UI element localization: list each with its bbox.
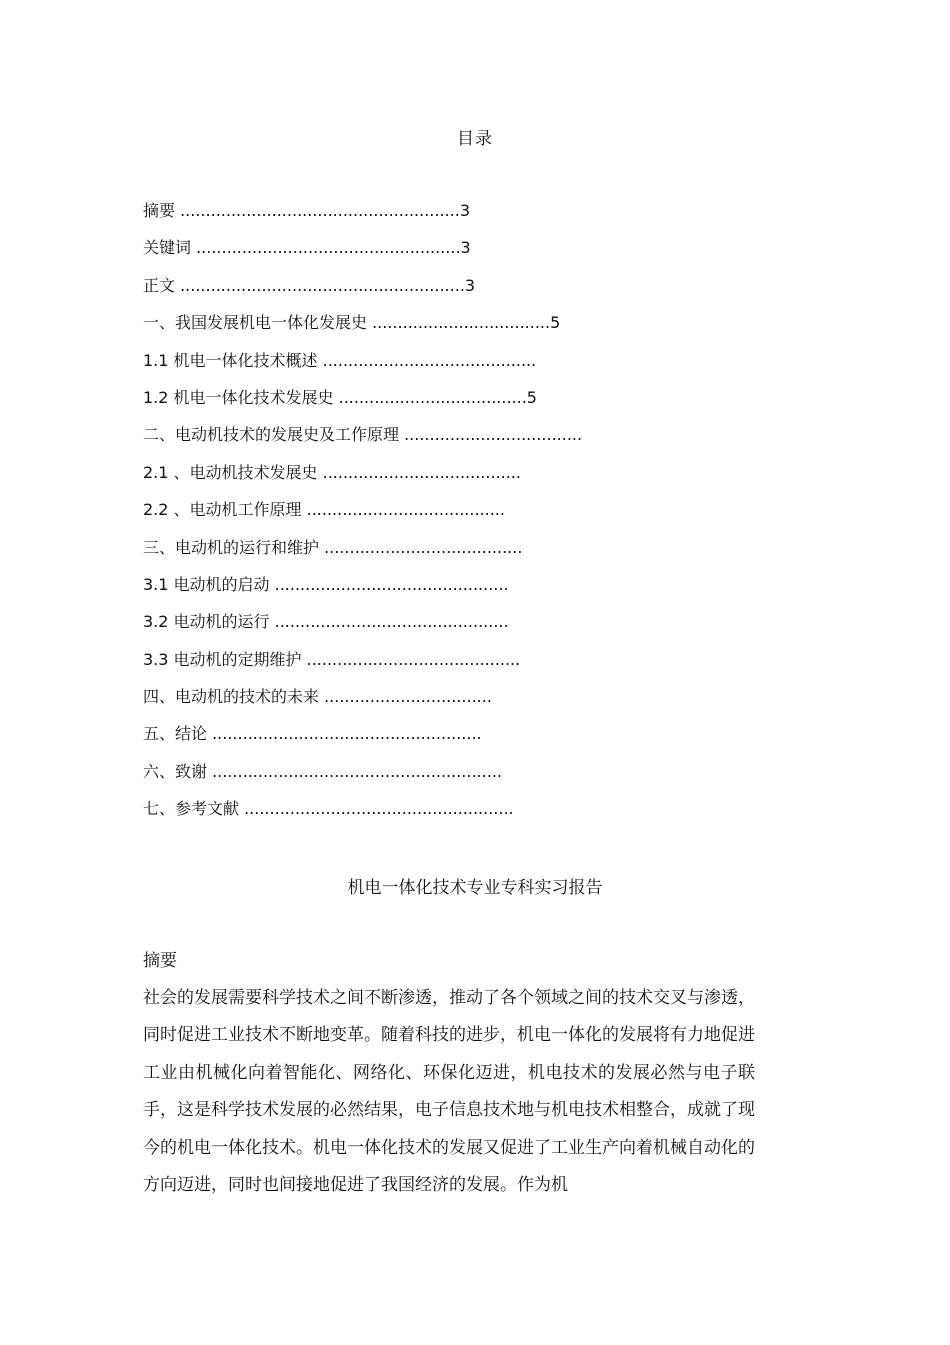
abstract-heading: 摘要: [143, 951, 177, 971]
toc-entry: 三、电动机的运行和维护 .......................................: [143, 537, 523, 557]
table-of-contents: [143, 200, 783, 836]
report-title: 机电一体化技术专业专科实习报告: [347, 878, 603, 898]
toc-entry: 2.2 、电动机工作原理 .......................................: [143, 500, 505, 520]
toc-entry: 3.1 电动机的启动 ..............................................: [143, 574, 509, 594]
toc-entry: 摘要 .......................................................3: [143, 201, 470, 220]
toc-entry: 六、致谢 .........................................................: [143, 761, 502, 781]
toc-entry: 一、我国发展机电一体化发展史 ...................................5: [143, 313, 561, 333]
toc-entry: 3.3 电动机的定期维护 ..........................................: [143, 649, 521, 669]
toc-entry: 七、参考文献 .....................................................: [143, 799, 514, 819]
toc-entry: 四、电动机的技术的未来 .................................: [143, 687, 492, 707]
toc-entry: 关键词 ....................................................3: [143, 238, 471, 258]
toc-entry: 五、结论 .....................................................: [143, 724, 482, 744]
toc-entry: 2.1 、电动机技术发展史 .......................................: [143, 462, 521, 482]
toc-entry: 正文 ........................................................3: [143, 275, 476, 295]
toc-entry: 1.1 机电一体化技术概述 ..........................................: [143, 350, 537, 370]
toc-entry: 二、电动机技术的发展史及工作原理 ...................................: [143, 425, 583, 445]
abstract-paragraph: 社会的发展需要科学技术之间不断渗透，推动了各个领域之间的技术交叉与渗透，同时促进工业技术不断地变革。随着科技的进步，机电一体化的发展将有力地促进工业由机械化向着智能化、网络化、环保化迈进，机电技术的发展必然与电子联手，这是科学技术发展的必然结果，电子信息技术地与机电技术相整合，成就了现今的机电一体化技术。机电一体化技术的发展又促进了工业生产向着机械自动化的方向迈进，同时也间接地促进了我国经济的发展。作为机: [143, 988, 755, 1196]
toc-entry: 1.2 机电一体化技术发展史 .....................................5: [143, 387, 537, 407]
toc-entry: 3.2 电动机的运行 ..............................................: [143, 612, 509, 632]
toc-title: 目录: [457, 129, 493, 149]
